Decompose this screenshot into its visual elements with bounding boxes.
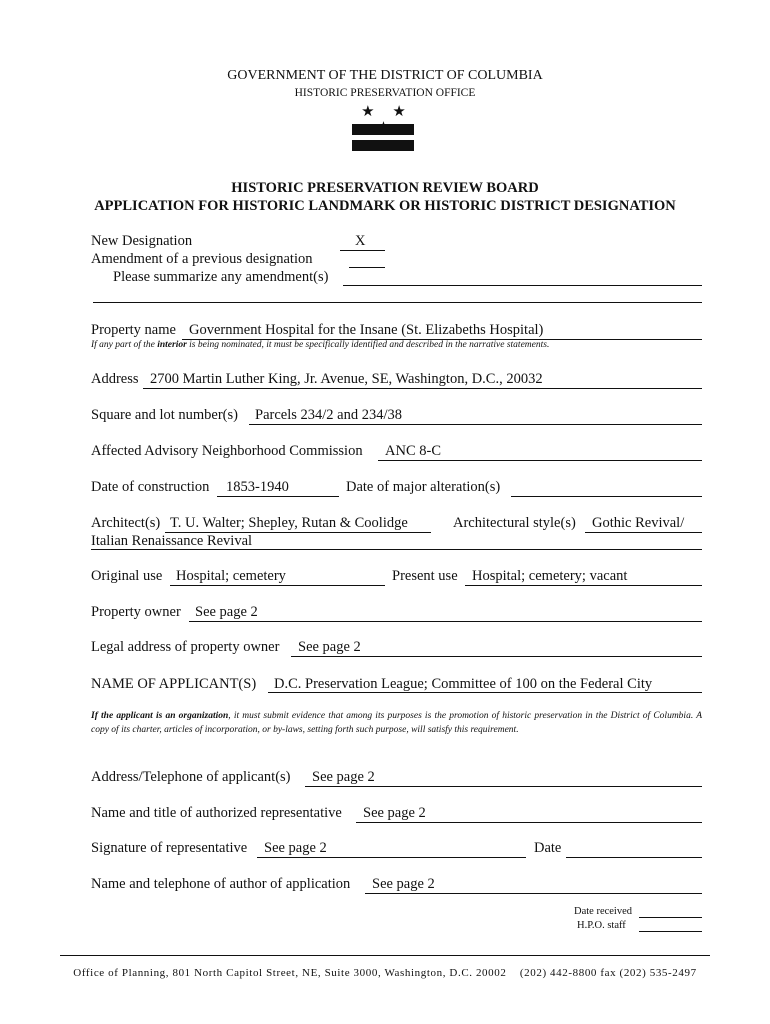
construction-date-value[interactable]: 1853-1940 xyxy=(226,479,289,495)
amendment-label: Amendment of a previous designation xyxy=(91,251,313,267)
summarize-row xyxy=(113,269,724,286)
applicant-contact-value[interactable]: See page 2 xyxy=(312,769,375,785)
square-lot-underline xyxy=(249,424,702,425)
amendment-field[interactable] xyxy=(349,267,385,268)
interior-note-bold: interior xyxy=(157,340,187,350)
signature-date-field[interactable] xyxy=(566,857,702,858)
summarize-label: Please summarize any amendment(s) xyxy=(113,269,329,285)
property-name-value[interactable]: Government Hospital for the Insane (St. Elizabeths Hospital) xyxy=(189,322,544,338)
flag-bar-top xyxy=(352,124,414,135)
architect-label: Architect(s) xyxy=(91,515,161,531)
organization-note xyxy=(91,710,702,737)
signature-date-label: Date xyxy=(534,840,562,856)
office-heading: HISTORIC PRESERVATION OFFICE xyxy=(294,87,476,99)
representative-label: Name and title of authorized representative xyxy=(91,805,342,821)
author-underline xyxy=(365,893,702,894)
signature-label: Signature of representative xyxy=(91,840,248,856)
applicant-contact-row xyxy=(91,769,702,786)
author-value[interactable]: See page 2 xyxy=(372,876,435,892)
new-designation-value[interactable]: X xyxy=(355,233,366,249)
present-use-label: Present use xyxy=(392,568,458,584)
anc-value[interactable]: ANC 8-C xyxy=(385,443,441,459)
interior-note-text-2: is being nominated, it must be specifically identified and described in the narrative statements. xyxy=(189,340,550,350)
representative-value[interactable]: See page 2 xyxy=(363,805,426,821)
owner-address-value[interactable]: See page 2 xyxy=(298,639,361,655)
organization-note-bold: If the applicant is an organization xyxy=(91,711,229,721)
square-lot-value[interactable]: Parcels 234/2 and 234/38 xyxy=(255,407,402,423)
interior-note xyxy=(91,340,549,350)
style-continued-underline xyxy=(91,549,702,550)
representative-underline xyxy=(356,822,702,823)
owner-label: Property owner xyxy=(91,604,181,620)
signature-underline xyxy=(257,857,526,858)
author-label: Name and telephone of author of application xyxy=(91,876,351,892)
hpo-staff-label: H.P.O. staff xyxy=(577,920,626,931)
anc-label: Affected Advisory Neighborhood Commission xyxy=(91,443,363,459)
address-value[interactable]: 2700 Martin Luther King, Jr. Avenue, SE, Washington, D.C., 20032 xyxy=(150,371,543,387)
interior-note-text-1: If any part of the xyxy=(91,340,155,350)
applicant-contact-label: Address/Telephone of applicant(s) xyxy=(91,769,291,785)
construction-date-label: Date of construction xyxy=(91,479,210,495)
new-designation-label: New Designation xyxy=(91,233,193,249)
anc-underline xyxy=(378,460,702,461)
organization-note-text: , it must submit evidence that among its purposes is the promotion of historic preservation in the District of Columbia. A copy of its charter, articles of incorporation, or by-laws, setting forth such purpose, will satisfy this requirement. xyxy=(91,711,702,735)
construction-date-underline xyxy=(217,496,339,497)
address-underline xyxy=(143,388,702,389)
owner-address-row xyxy=(91,639,702,656)
footer-address: Office of Planning, 801 North Capitol Street, NE, Suite 3000, Washington, D.C. 20002 xyxy=(73,967,507,979)
date-received-label: Date received xyxy=(574,906,633,917)
architect-value[interactable]: T. U. Walter; Shepley, Rutan & Coolidge xyxy=(170,515,408,531)
dc-flag-logo xyxy=(352,104,414,154)
applicant-contact-underline xyxy=(305,786,702,787)
style-underline xyxy=(585,532,702,533)
property-name-label: Property name xyxy=(91,322,176,338)
flag-bar-bottom xyxy=(352,140,414,151)
address-label: Address xyxy=(91,371,139,387)
new-designation-row xyxy=(91,233,702,250)
applicant-underline xyxy=(268,692,702,693)
owner-value[interactable]: See page 2 xyxy=(195,604,258,620)
alteration-date-field[interactable] xyxy=(511,496,702,497)
present-use-value[interactable]: Hospital; cemetery; vacant xyxy=(472,568,628,584)
footer-phone: (202) 442-8800 fax (202) 535-2497 xyxy=(519,967,697,979)
hpo-staff-field[interactable] xyxy=(639,931,702,932)
footer-divider xyxy=(60,955,710,956)
original-use-value[interactable]: Hospital; cemetery xyxy=(176,568,286,584)
square-lot-label: Square and lot number(s) xyxy=(91,407,238,423)
signature-row xyxy=(91,840,702,857)
style-value-continued[interactable]: Italian Renaissance Revival xyxy=(91,533,253,549)
applicant-value[interactable]: D.C. Preservation League; Committee of 100 on the Federal City xyxy=(274,676,653,692)
owner-address-label: Legal address of property owner xyxy=(91,639,280,655)
owner-row xyxy=(91,604,702,621)
summarize-field[interactable] xyxy=(343,285,702,286)
original-use-label: Original use xyxy=(91,568,163,584)
footer xyxy=(0,967,770,979)
board-title: HISTORIC PRESERVATION REVIEW BOARD xyxy=(231,180,539,196)
alteration-date-label: Date of major alteration(s) xyxy=(346,479,501,495)
date-received-field[interactable] xyxy=(639,917,702,918)
owner-underline xyxy=(189,621,702,622)
applicant-label: NAME OF APPLICANT(S) xyxy=(91,676,257,692)
present-use-underline xyxy=(465,585,702,586)
signature-value[interactable]: See page 2 xyxy=(264,840,327,856)
application-title: APPLICATION FOR HISTORIC LANDMARK OR HISTORIC DISTRICT DESIGNATION xyxy=(94,198,676,214)
summarize-field-line-2[interactable] xyxy=(93,302,702,303)
owner-address-underline xyxy=(291,656,702,657)
amendment-row xyxy=(91,251,702,268)
style-label: Architectural style(s) xyxy=(453,515,576,531)
original-use-underline xyxy=(170,585,385,586)
government-heading: GOVERNMENT OF THE DISTRICT OF COLUMBIA xyxy=(227,68,543,83)
style-value[interactable]: Gothic Revival/ xyxy=(592,515,685,531)
flag-stars: ★ ★ xyxy=(361,104,413,120)
